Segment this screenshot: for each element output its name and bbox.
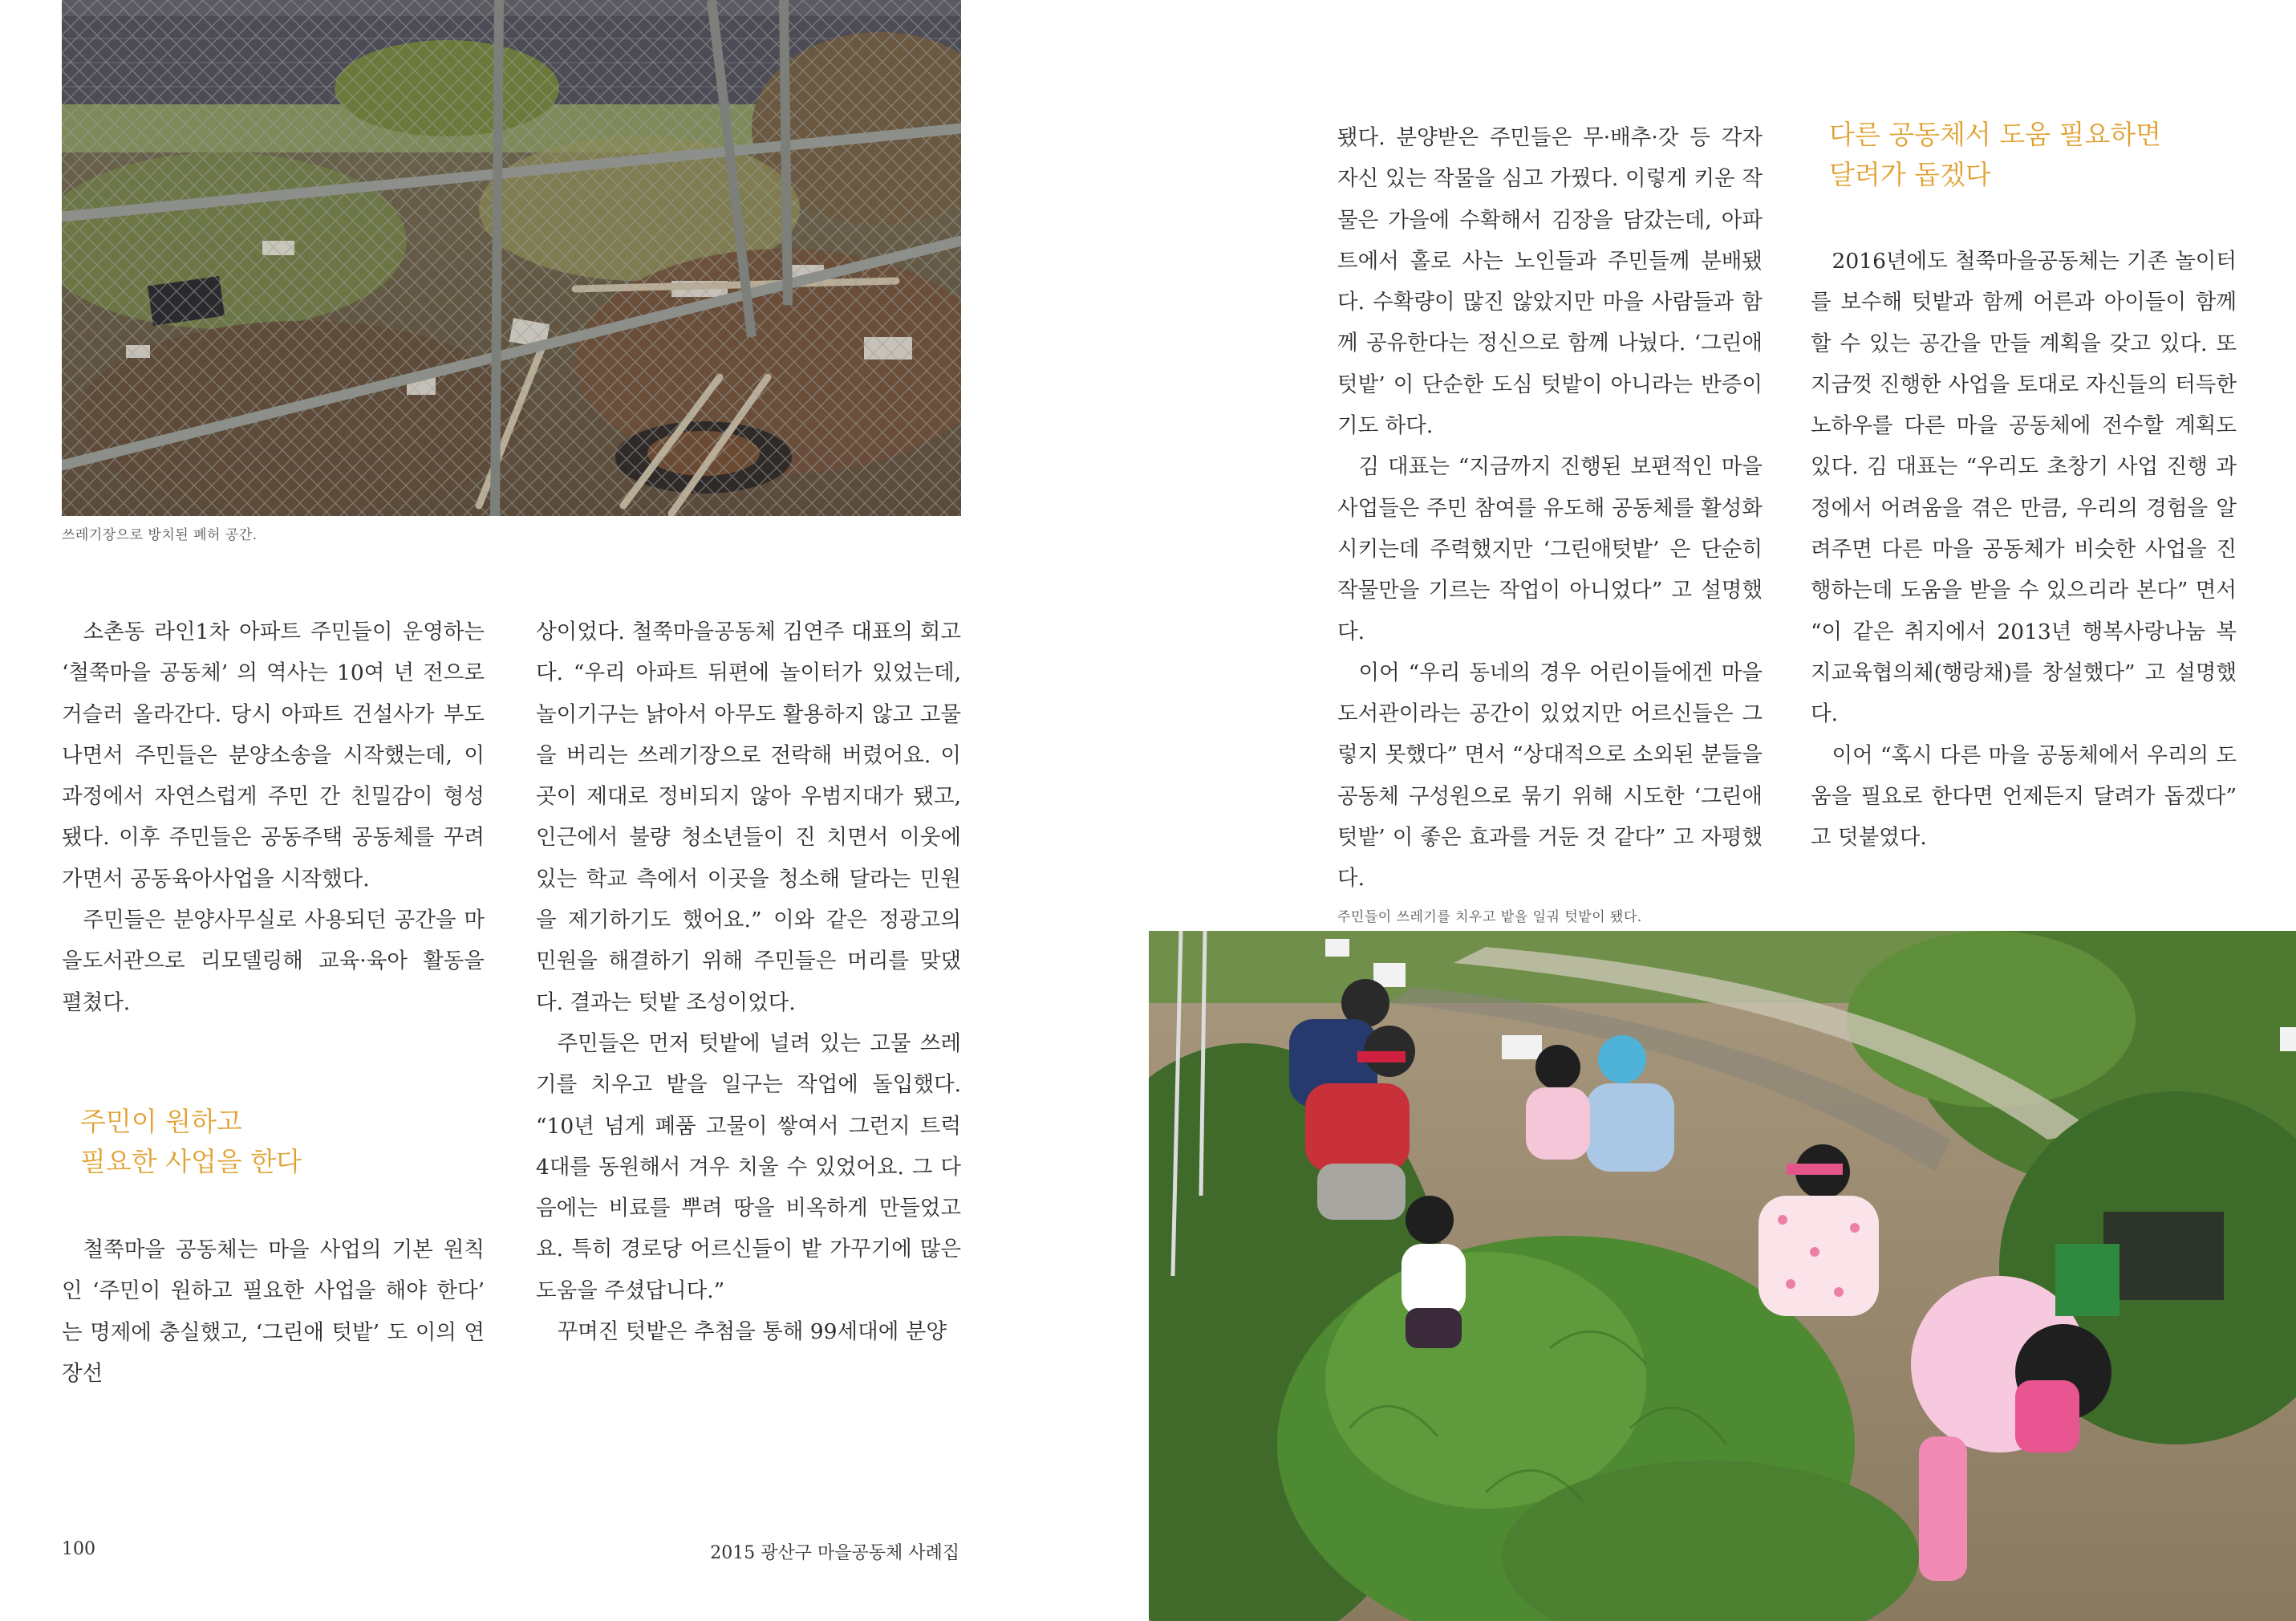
abandoned-lot-illustration [62, 0, 961, 516]
body-paragraph: 철쭉마을 공동체는 마을 사업의 기본 원칙인 ‘주민이 원하고 필요한 사업을 해야 한다’ 는 명제에 충실했고, ‘그린애 텃밭’ 도 이의 연장선 [62, 1237, 485, 1386]
section-heading-1 [80, 1102, 302, 1182]
body-paragraph: 김 대표는 “지금까지 진행된 보편적인 마을사업들은 주민 참여를 유도해 공동체를 활성화시키는데 주력했지만 ‘그린애텃밭’ 은 단순히 작물만을 기르는 작업이 아니었다” 고 설명했다. [1337, 454, 1763, 644]
page-number: 100 [62, 1539, 95, 1559]
section-heading-2-line2: 달려가 돕겠다 [1829, 159, 1991, 190]
body-paragraph: 꾸며진 텃밭은 추첨을 통해 99세대에 분양 [557, 1319, 947, 1345]
right-page-column-1 [1337, 117, 1763, 900]
body-paragraph: 주민들은 먼저 텃밭에 널려 있는 고물 쓰레기를 치우고 밭을 일구는 작업에 돌입했다. “10년 넘게 폐품 고물이 쌓여서 그런지 트럭 4대를 동원해서 겨우 치울 수 있었어요. 그 다음에는 비료를 뿌려 땅을 비옥하게 만들었고요. 특히 경로당 어르신들이 밭 가꾸기에 많은 도움을 주셨답니다.” [536, 1030, 961, 1303]
body-paragraph: 주민들은 분양사무실로 사용되던 공간을 마을도서관으로 리모델링해 교육·육아 활동을 펼쳤다. [62, 908, 485, 1015]
right-page-column-2 [1811, 241, 2237, 858]
body-paragraph: 됐다. 분양받은 주민들은 무·배추·갓 등 각자 자신 있는 작물을 심고 가꿨다. 이렇게 키운 작물은 가을에 수확해서 김장을 담갔는데, 아파트에서 홀로 사는 노인들과 주민들께 분배됐다. 수확량이 많진 않았지만 마을 사람들과 함께 공유한다는 정신으로 함께 나눴다. ‘그린애 텃밭’ 이 단순한 도심 텃밭이 아니라는 반증이기도 하다. [1337, 125, 1763, 439]
body-paragraph: 소촌동 라인1차 아파트 주민들이 운영하는 ‘철쭉마을 공동체’ 의 역사는 10여 년 전으로 거슬러 올라간다. 당시 아파트 건설사가 부도나면서 주민들은 분양소송을 시작했는데, 이 과정에서 자연스럽게 주민 간 친밀감이 형성됐다. 이후 주민들은 공동주택 공동체를 꾸려가면서 공동육아사업을 시작했다. [62, 620, 485, 892]
body-paragraph: 2016년에도 철쭉마을공동체는 기존 놀이터를 보수해 텃밭과 함께 어른과 아이들이 함께 할 수 있는 공간을 만들 계획을 갖고 있다. 또 지금껏 진행한 사업을 토대로 자신들의 터득한 노하우를 다른 마을 공동체에 전수할 계획도 있다. 김 대표는 “우리도 초창기 사업 진행 과정에서 어려움을 겪은 만큼, 우리의 경험을 알려주면 다른 마을 공동체가 비슷한 사업을 진행하는데 도움을 받을 수 있으리라 본다” 면서 “이 같은 취지에서 2013년 행복사랑나눔 복지교육협의체(행랑채)를 창설했다” 고 설명했다. [1811, 249, 2237, 727]
section-heading-1-line1: 주민이 원하고 [80, 1106, 242, 1137]
body-paragraph: 상이었다. 철쭉마을공동체 김연주 대표의 회고다. “우리 아파트 뒤편에 놀이터가 있었는데, 놀이기구는 낡아서 아무도 활용하지 않고 고물을 버리는 쓰레기장으로 전락해 버렸어요. 이곳이 제대로 정비되지 않아 우범지대가 됐고, 인근에서 불량 청소년들이 진 치면서 이웃에 있는 학교 측에서 이곳을 청소해 달라는 민원을 제기하기도 했어요.” 이와 같은 정광고의 민원을 해결하기 위해 주민들은 머리를 맞댔다. 결과는 텃밭 조성이었다. [536, 620, 961, 1015]
left-page-column-2 [536, 611, 961, 1352]
photo2-caption: 주민들이 쓰레기를 치우고 밭을 일궈 텃밭이 됐다. [1337, 909, 1642, 925]
left-page-column-1 [62, 611, 485, 1023]
section-heading-1-line2: 필요한 사업을 한다 [80, 1146, 302, 1177]
community-garden-illustration [1149, 931, 2296, 1621]
left-page-column-1-lower [62, 1229, 485, 1394]
community-garden-photo [1149, 931, 2296, 1621]
section-heading-2 [1829, 115, 2161, 195]
body-paragraph: 이어 “혹시 다른 마을 공동체에서 우리의 도움을 필요로 한다면 언제든지 달려가 돕겠다” 고 덧붙였다. [1811, 742, 2237, 851]
running-title: 2015 광산구 마을공동체 사례집 [710, 1543, 959, 1563]
section-heading-2-line1: 다른 공동체서 도움 필요하면 [1829, 119, 2162, 150]
abandoned-lot-photo [62, 0, 961, 516]
photo1-caption: 쓰레기장으로 방치된 폐허 공간. [62, 527, 258, 543]
body-paragraph: 이어 “우리 동네의 경우 어린이들에겐 마을도서관이라는 공간이 있었지만 어르신들은 그렇지 못했다” 면서 “상대적으로 소외된 분들을 공동체 구성원으로 묶기 위해 시도한 ‘그린애 텃밭’ 이 좋은 효과를 거둔 것 같다” 고 자평했다. [1337, 660, 1763, 892]
